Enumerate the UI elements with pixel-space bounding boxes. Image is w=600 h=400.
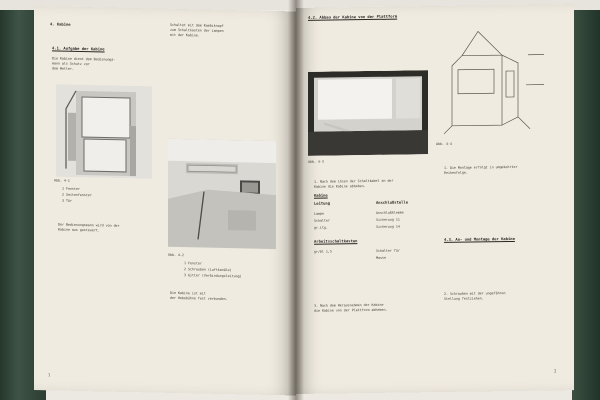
right-subsection-heading: 4.3. An- und Montage der Kabine [444,235,515,242]
cabin-line-drawing [432,24,552,138]
table2-row-1-col-2: Schalter für [376,248,400,253]
figure-interior-photo [168,139,276,249]
col2-text: Schaltet mit dem Kombiknopf zum Schaltkasten der Lampen mit der Kabine. [170,22,224,38]
fig2-legend-3: 3 Gitter (Verbindungsleitung) [184,273,242,279]
book-binding-right [572,0,600,400]
table2-row-1-col-1: gr/bl 1,5 [314,249,332,254]
table-row-2-col-1: Schalter [314,218,330,223]
table-row-2-col-2: Sicherung 11 [376,217,400,222]
table-header-2: Anschlußstelle [376,199,409,205]
fig4-caption: Abb. 4-4 [436,141,452,147]
right-mid-text: 1. Nach dem Lösen der Schaltkabel an der Kabine die Kabine abheben. [314,178,394,189]
fig3-caption: Abb. 4-3 [308,159,324,164]
fig1-legend-2: 2 Seitenfenster [62,192,92,198]
table2-title: Arbeitsschaltkasten [314,238,358,244]
right-page-number: 2 [554,368,557,374]
figure-cabin-drawing [432,24,552,138]
intro-text: Die Kabine dient dem Bedienungs- mann als Schutz vor dem Wetter. [52,56,116,71]
table-row-1-col-1: Lampe [314,211,324,216]
table-header-1: Leitung [314,200,331,206]
bottom-text-right: Die Kabine ist mit der Hebebühne fest verbunden. [170,290,228,301]
bottom-text-left: Der Bedienungsmann wird von der Kabine aus gesteuert. [58,222,120,233]
fig1-caption: Abb. 4-1 [54,178,70,183]
table-row-1-col-2: Anschlußklemme [376,210,404,215]
fig1-legend-1: 1 Fenster [62,186,80,191]
right-col-text: 1. Die Montage erfolgt in umgekehrter Reihenfolge. [444,164,518,175]
left-page-number: 1 [48,372,51,378]
table-row-3-col-2: Sicherung 14 [376,224,400,229]
table2-row-2-col-2: Masse [376,255,386,260]
table-title: Kabine [314,192,328,198]
figure-cabin-interior [308,70,428,156]
fig1-legend-3: 3 Tür [62,198,72,203]
cabin-interior-drawing [308,70,428,156]
table-row-3-col-1: gr.Ltg. [314,225,328,230]
left-page [34,6,296,395]
interior-photo-drawing [168,139,276,249]
figure-cabin-photo [56,84,152,178]
right-page [296,4,574,394]
right-bottom-text: 3. Nach dem Herausnehmen der Kabine die Kabine von der Plattform abheben. [314,302,388,313]
book-gutter-shadow [288,0,304,400]
fig2-legend-1: 1 Fenster [184,261,202,266]
subsection-heading: 4.1. Aufgabe der Kabine [52,45,105,52]
fig2-caption: Abb. 4-2 [168,252,184,258]
cabin-photo-drawing [56,84,152,178]
section-heading: 4. Kabine [50,21,71,27]
right-col-text-2: 2. Schrauben mit der ungefähren Stellung festziehen. [444,291,506,301]
right-heading: 4.2. Abbau der Kabine von der Plattform [308,13,398,20]
fig2-legend-2: 2 Schrauben (Luftkanäle) [184,267,232,273]
